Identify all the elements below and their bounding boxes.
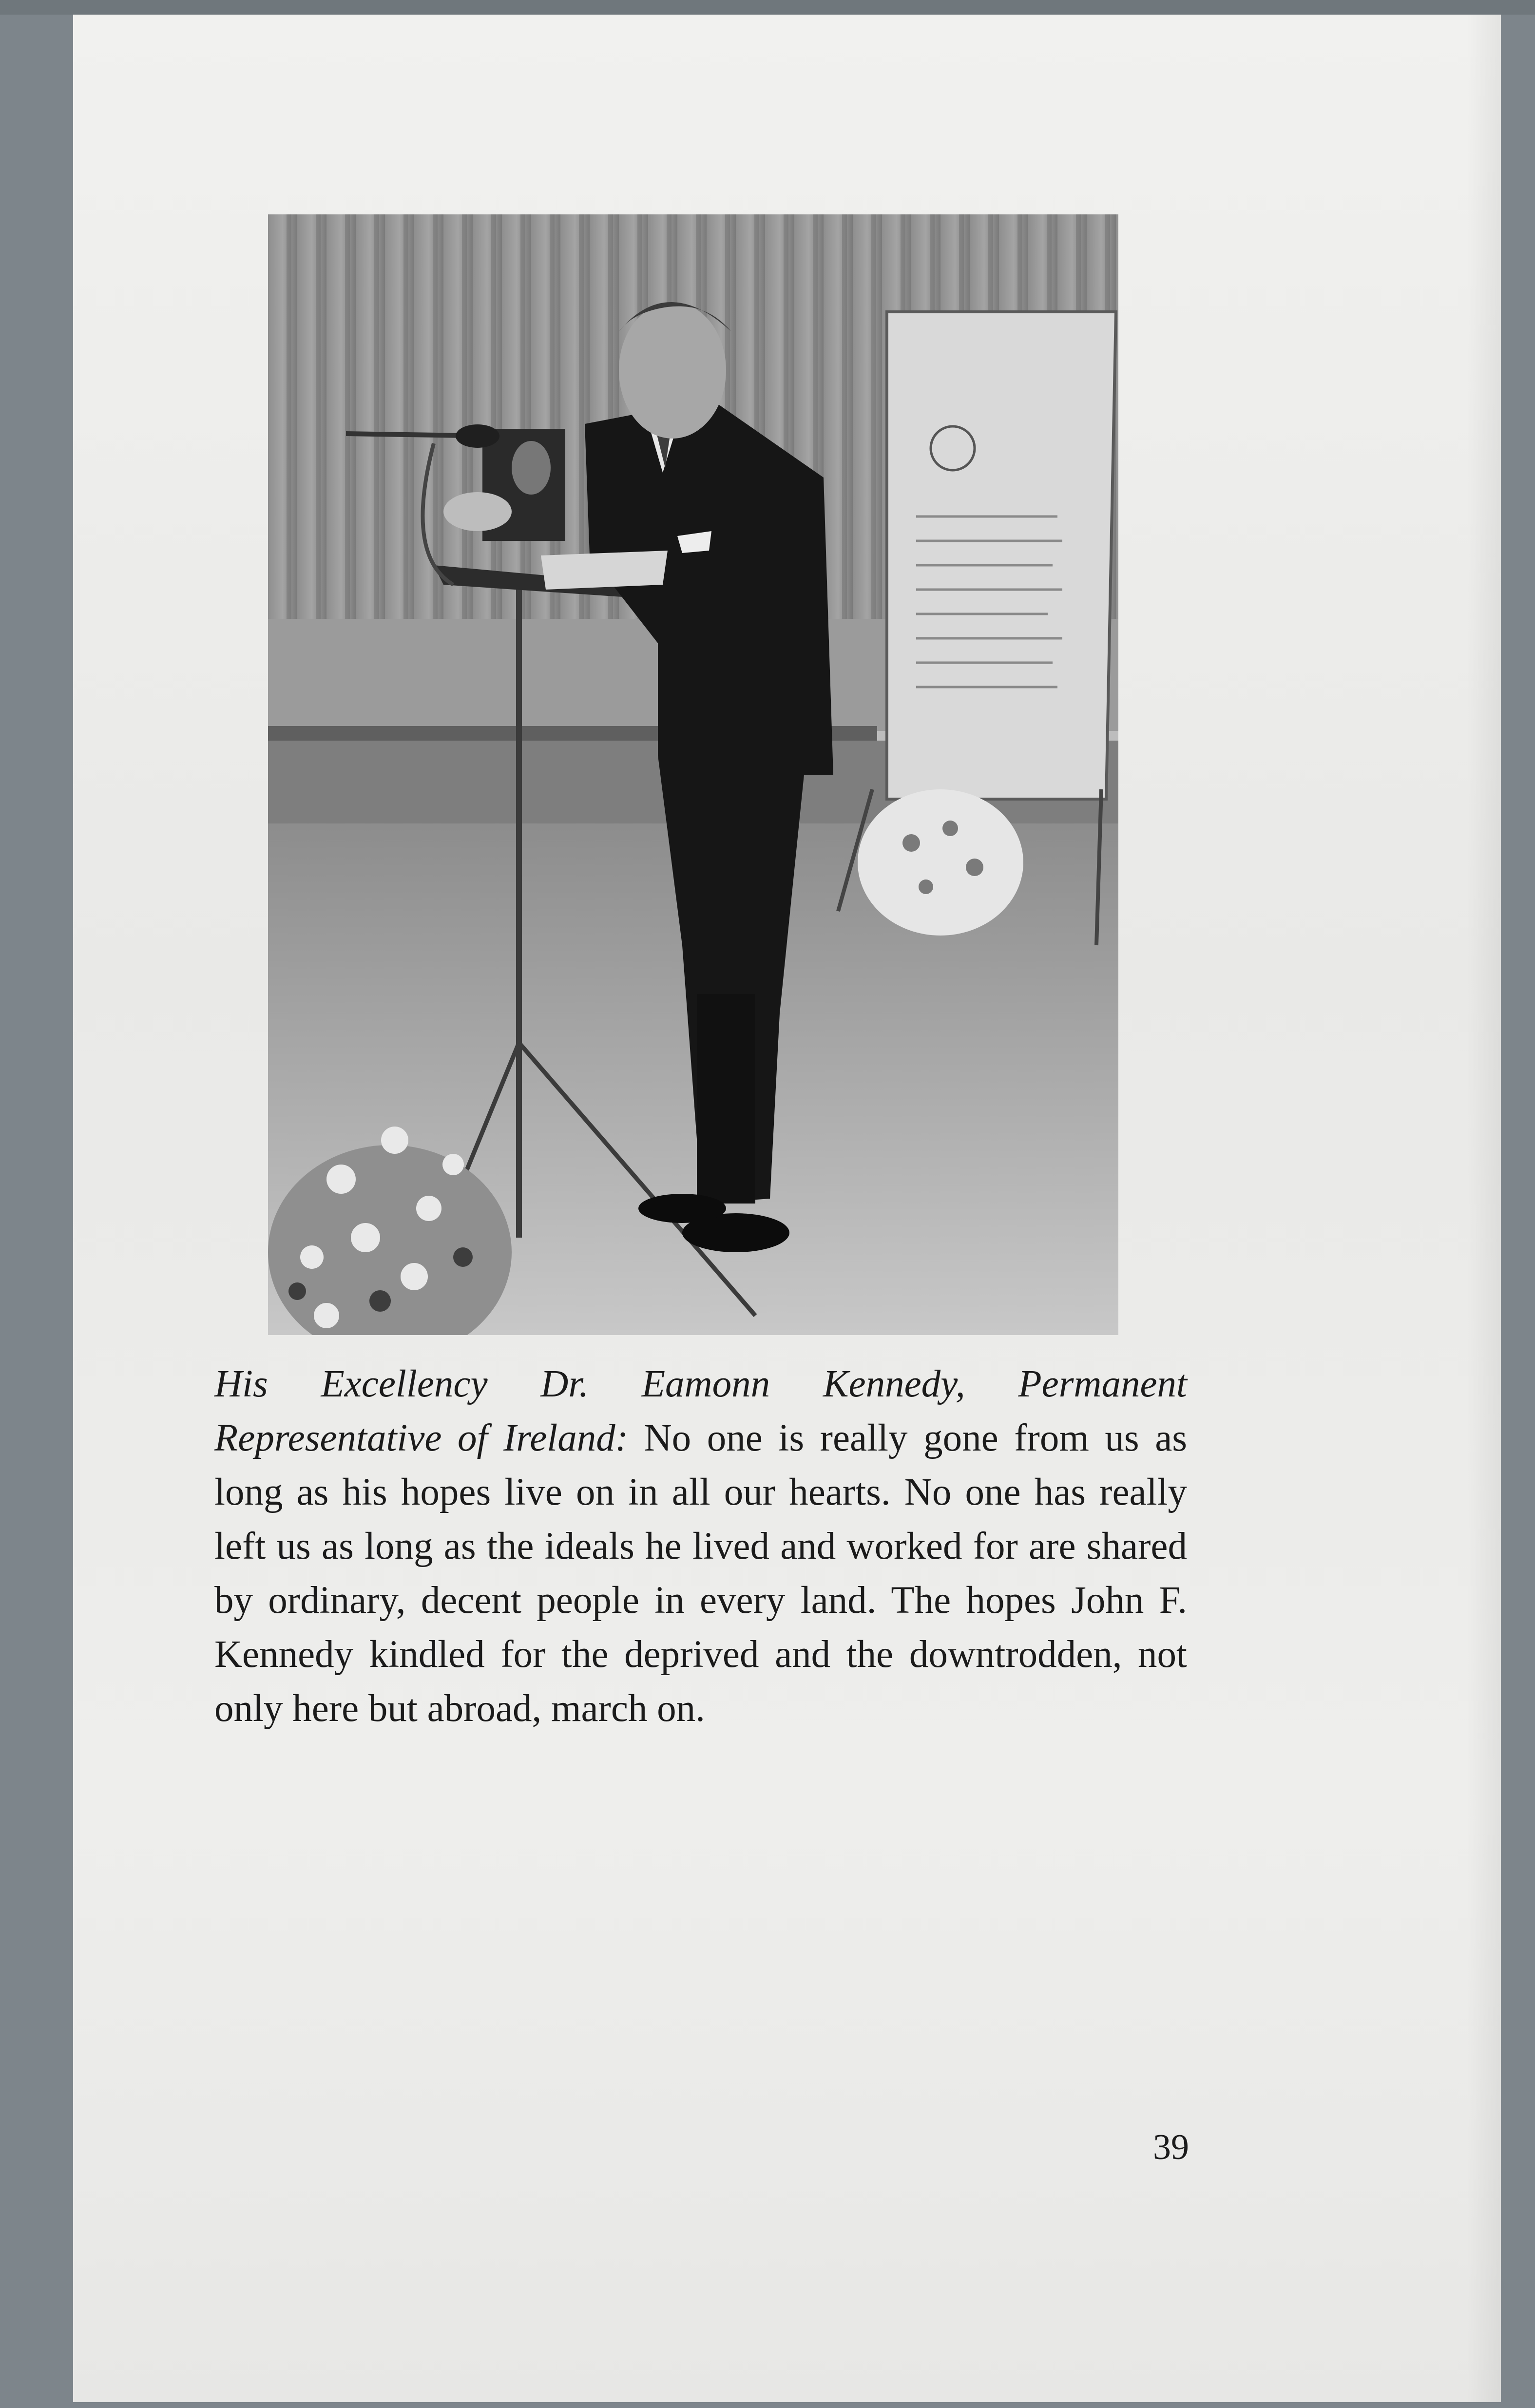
- scan-edge: [0, 0, 1535, 15]
- speaker-photo: [268, 214, 1118, 1335]
- photo-caption: [214, 1357, 1187, 1736]
- page-number: 39: [1153, 2127, 1189, 2167]
- caption-quote: No one is really gone from us as long as his hopes live on in all our hearts. No one has really left us as long as the ideals he lived and worked for are shared by ordinary, decent people in every land. The hopes John F. Kennedy kindled for the deprived and the downtrodden, not only here but abroad, march on.: [214, 1417, 1188, 1730]
- caption-speaker: His Excellency Dr. Eamonn Kennedy, Permanent Representative of Ireland:: [214, 1363, 1187, 1459]
- page-shadow: [1467, 15, 1501, 2402]
